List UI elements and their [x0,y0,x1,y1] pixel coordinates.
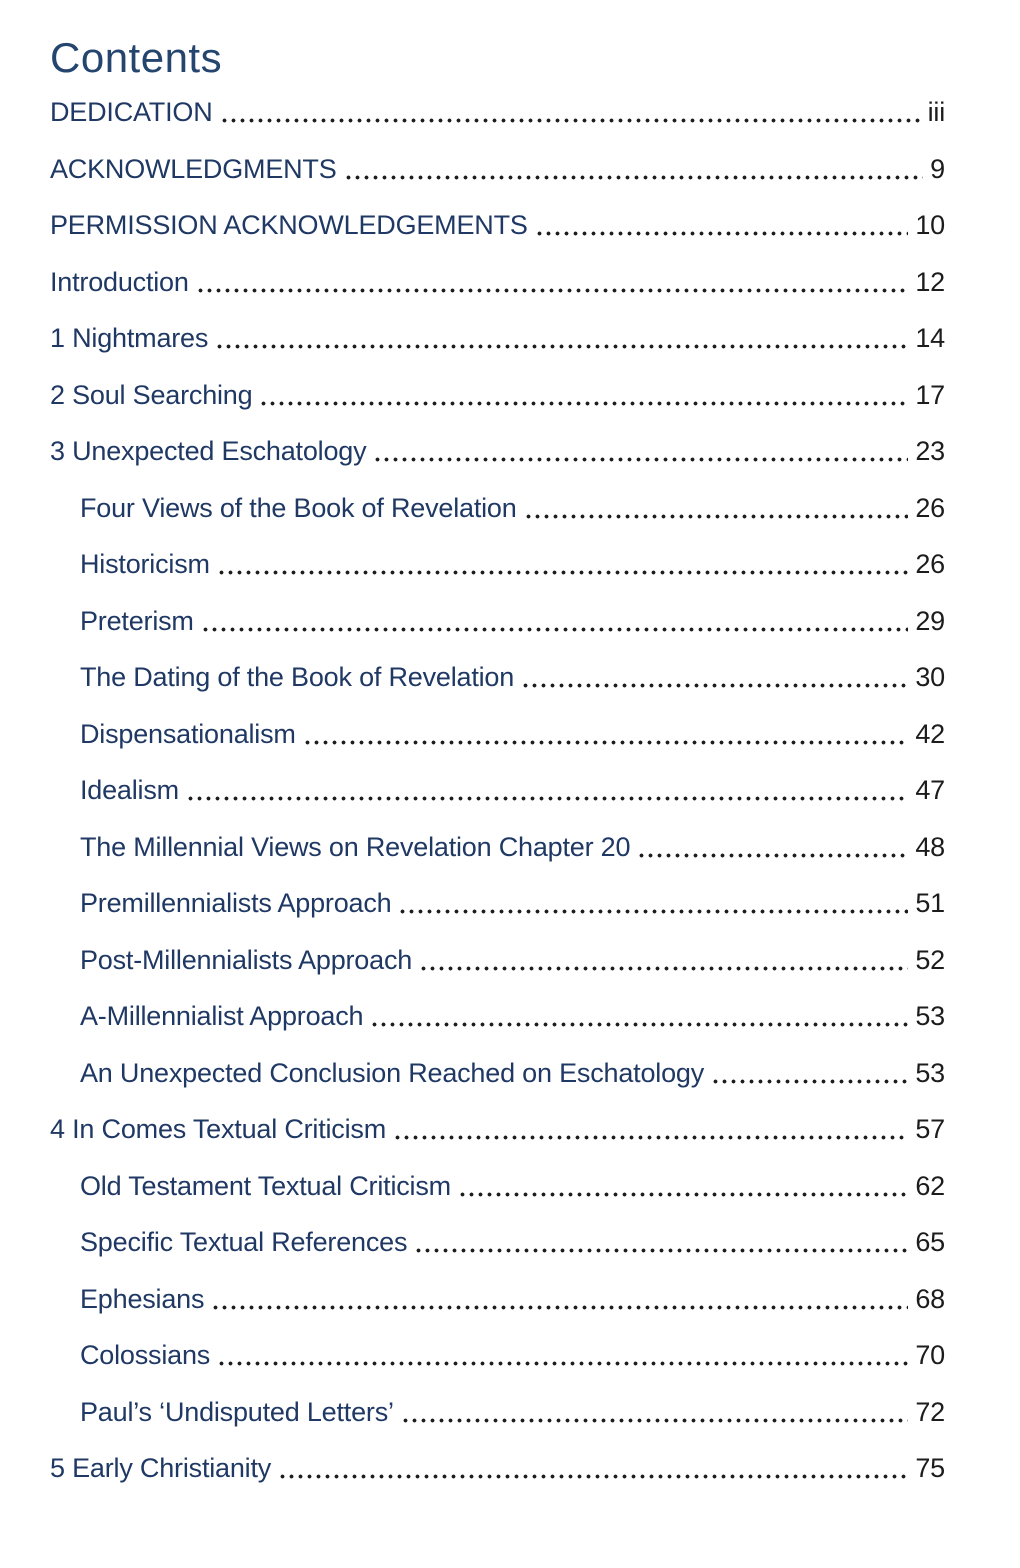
table-of-contents [50,84,945,1497]
toc-entry-label: Historicism [80,549,210,580]
toc-entry[interactable] [50,310,945,367]
dot-leader [368,1003,908,1030]
toc-entry-page-number: iii [927,97,945,128]
dot-leader [417,947,908,974]
toc-entry-page-number: 52 [915,944,945,975]
dot-leader [635,834,908,861]
toc-entry-label: DEDICATION [50,97,213,128]
toc-entry-page-number: 72 [915,1396,945,1427]
toc-entry-page-number: 65 [915,1227,945,1258]
toc-entry-label: Post-Millennialists Approach [80,944,413,975]
toc-entry[interactable] [50,875,945,932]
toc-entry-page-number: 48 [915,831,945,862]
toc-entry[interactable] [50,1327,945,1384]
toc-entry-label: Four Views of the Book of Revelation [80,492,517,523]
dot-leader [412,1229,908,1256]
dot-leader [215,551,909,578]
dot-leader [213,325,908,352]
toc-entry[interactable] [50,1101,945,1158]
dot-leader [522,495,909,522]
toc-entry[interactable] [50,1384,945,1441]
toc-entry[interactable] [50,84,945,141]
dot-leader [396,890,908,917]
toc-entry-page-number: 12 [915,266,945,297]
toc-entry-page-number: 26 [915,492,945,523]
toc-entry-label: Idealism [80,775,179,806]
toc-entry[interactable] [50,423,945,480]
toc-entry-label: 4 In Comes Textual Criticism [50,1114,387,1145]
toc-entry-page-number: 17 [915,379,945,410]
toc-entry[interactable] [50,762,945,819]
dot-leader [519,664,908,691]
toc-entry-label: Specific Textual References [80,1227,408,1258]
toc-entry-page-number: 68 [915,1283,945,1314]
toc-entry-label: PERMISSION ACKNOWLEDGEMENTS [50,210,528,241]
toc-entry[interactable] [50,819,945,876]
toc-entry[interactable] [50,1271,945,1328]
toc-entry[interactable] [50,141,945,198]
dot-leader [456,1173,908,1200]
toc-entry-page-number: 29 [915,605,945,636]
dot-leader [199,608,909,635]
toc-entry-label: Colossians [80,1340,211,1371]
toc-entry-page-number: 70 [915,1340,945,1371]
toc-entry-page-number: 10 [915,210,945,241]
toc-entry[interactable] [50,480,945,537]
toc-entry-page-number: 57 [915,1114,945,1145]
dot-leader [709,1060,908,1087]
toc-entry[interactable] [50,932,945,989]
toc-entry-label: 2 Soul Searching [50,379,253,410]
toc-entry[interactable] [50,649,945,706]
dot-leader [342,156,924,183]
toc-entry-page-number: 53 [915,1001,945,1032]
toc-entry[interactable] [50,593,945,650]
toc-entry[interactable] [50,988,945,1045]
toc-entry-label: Ephesians [80,1283,205,1314]
toc-entry-page-number: 51 [915,888,945,919]
toc-entry-label: ACKNOWLEDGMENTS [50,153,337,184]
toc-entry-label: An Unexpected Conclusion Reached on Eschatology [80,1057,705,1088]
toc-entry-label: 5 Early Christianity [50,1453,272,1484]
toc-entry[interactable] [50,1214,945,1271]
toc-entry-label: Dispensationalism [80,718,296,749]
dot-leader [276,1455,908,1482]
toc-entry-page-number: 30 [915,662,945,693]
toc-entry-label: The Millennial Views on Revelation Chapter 20 [80,831,631,862]
toc-entry-label: The Dating of the Book of Revelation [80,662,515,693]
dot-leader [215,1342,908,1369]
dot-leader [257,382,908,409]
dot-leader [194,269,909,296]
toc-entry-page-number: 23 [915,436,945,467]
toc-entry-page-number: 14 [915,323,945,354]
dot-leader [301,721,909,748]
toc-entry-page-number: 26 [915,549,945,580]
toc-entry-label: Preterism [80,605,194,636]
toc-entry-page-number: 53 [915,1057,945,1088]
toc-entry-page-number: 9 [930,153,945,184]
dot-leader [209,1286,908,1313]
toc-entry[interactable] [50,1045,945,1102]
page-title: Contents [50,34,223,81]
toc-entry[interactable] [50,1440,945,1497]
toc-entry-label: Paul’s ‘Undisputed Letters’ [80,1396,394,1427]
toc-entry[interactable] [50,197,945,254]
toc-entry-page-number: 62 [915,1170,945,1201]
toc-entry-page-number: 47 [915,775,945,806]
dot-leader [399,1399,909,1426]
toc-entry-label: Premillennialists Approach [80,888,392,919]
toc-entry[interactable] [50,1158,945,1215]
toc-entry-label: Old Testament Textual Criticism [80,1170,451,1201]
toc-entry-page-number: 42 [915,718,945,749]
toc-entry-label: Introduction [50,266,189,297]
toc-entry[interactable] [50,536,945,593]
toc-entry-label: 1 Nightmares [50,323,209,354]
toc-entry[interactable] [50,706,945,763]
toc-entry[interactable] [50,254,945,311]
toc-entry[interactable] [50,367,945,424]
dot-leader [391,1116,908,1143]
dot-leader [184,777,908,804]
toc-entry-page-number: 75 [915,1453,945,1484]
toc-entry-label: 3 Unexpected Eschatology [50,436,367,467]
toc-entry-label: A-Millennialist Approach [80,1001,364,1032]
dot-leader [371,438,908,465]
dot-leader [533,212,909,239]
dot-leader [218,99,921,126]
